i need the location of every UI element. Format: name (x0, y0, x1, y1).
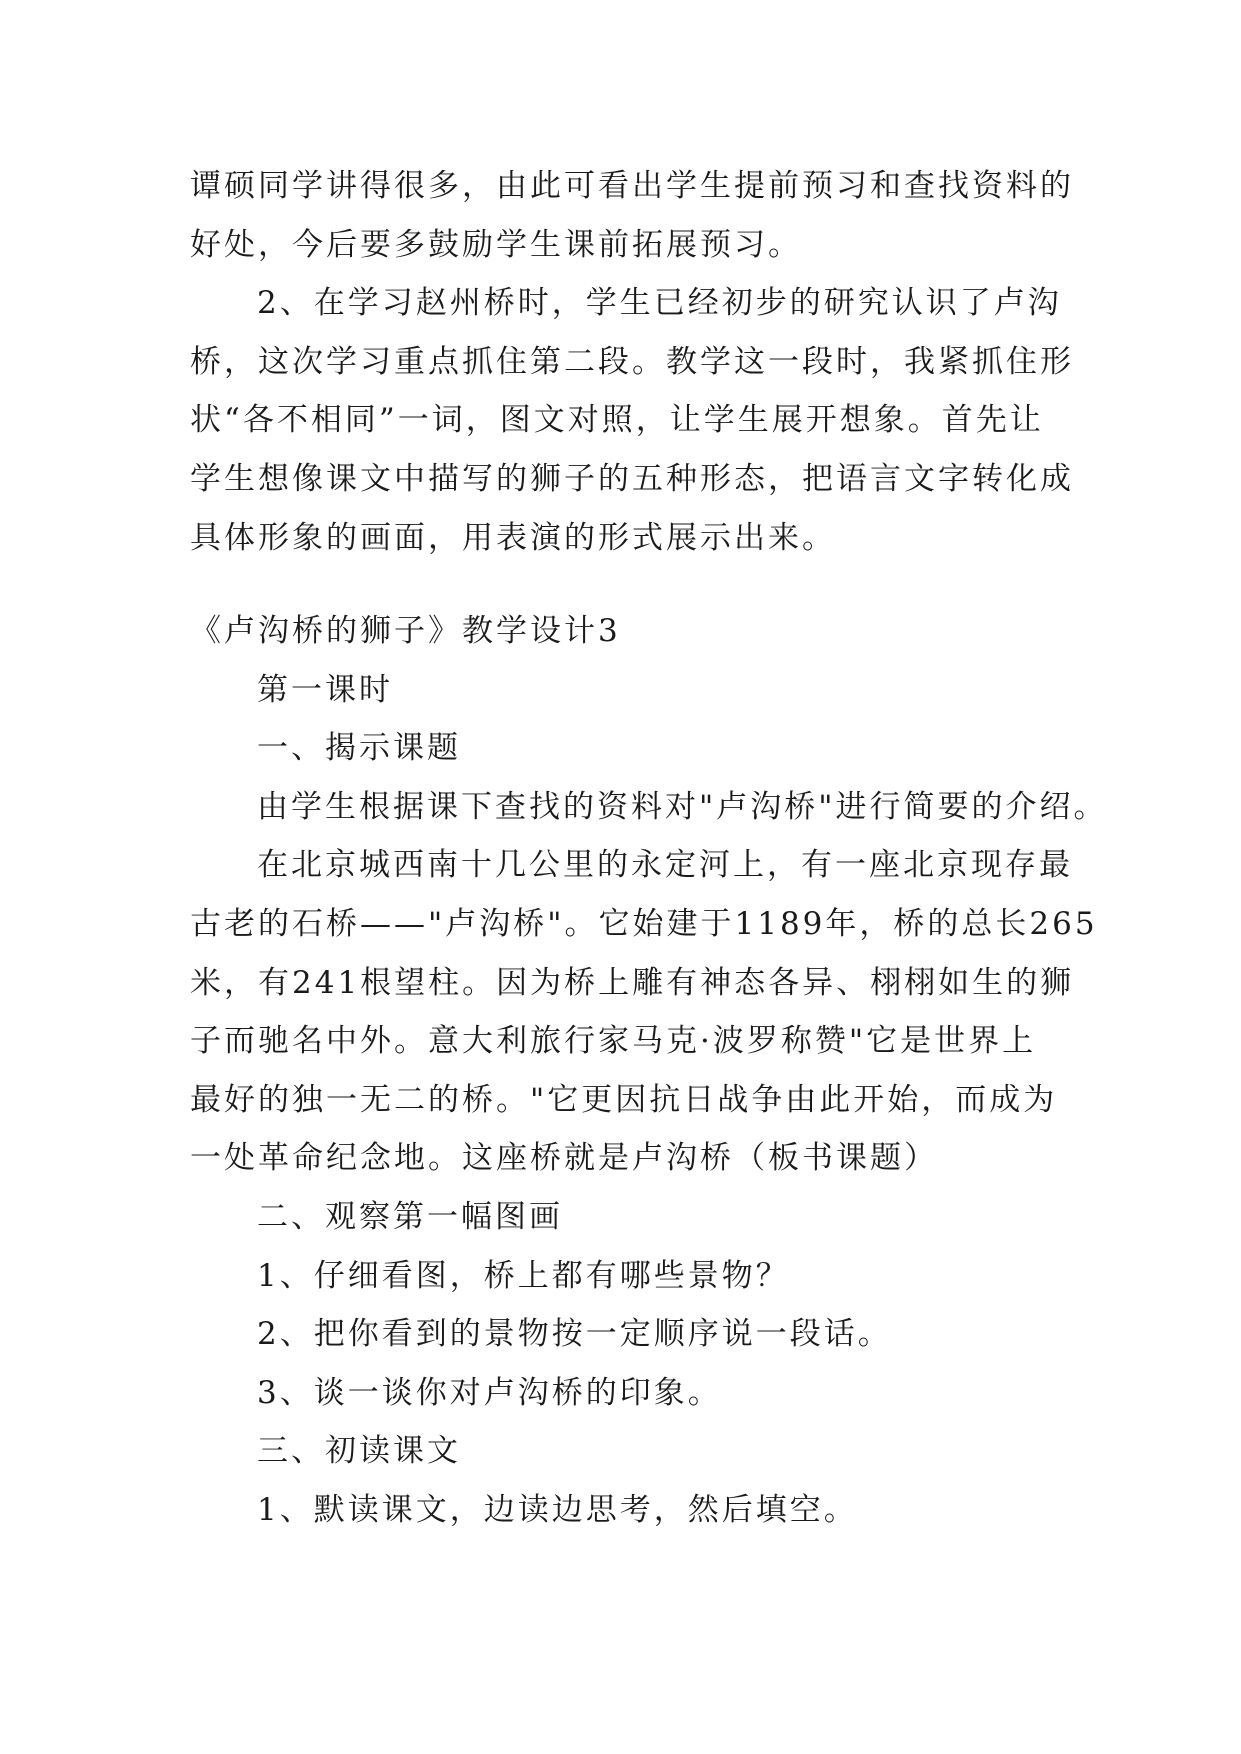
section-heading: 二、观察第一幅图画 (257, 1198, 563, 1235)
paragraph-line: 桥，这次学习重点抓住第二段。教学这一段时，我紧抓住形 (190, 343, 1074, 380)
paragraph-line: 在北京城西南十几公里的永定河上，有一座北京现存最 (257, 847, 1073, 884)
paragraph-line: 谭硕同学讲得很多，由此可看出学生提前预习和查找资料的 (190, 168, 1074, 204)
paragraph-line: 最好的独一无二的桥。"它更因抗日战争由此开始，而成为 (190, 1081, 1058, 1118)
list-item: 2、把你看到的景物按一定顺序说一段话。 (257, 1316, 892, 1353)
paragraph-line: 好处，今后要多鼓励学生课前拓展预习。 (190, 226, 802, 263)
list-item: 3、谈一谈你对卢沟桥的印象。 (257, 1374, 722, 1411)
section-heading: 三、初读课文 (257, 1433, 461, 1470)
list-item: 1、仔细看图，桥上都有哪些景物？ (257, 1257, 790, 1294)
paragraph-line: 米，有241根望柱。因为桥上雕有神态各异、栩栩如生的狮 (190, 964, 1075, 1001)
paragraph-line: 古老的石桥——"卢沟桥"。它始建于1189年，桥的总长265 (190, 905, 1098, 942)
list-item: 1、默读课文，边读边思考，然后填空。 (257, 1491, 858, 1528)
paragraph-line: 子而驰名中外。意大利旅行家马克·波罗称赞"它是世界上 (190, 1023, 1037, 1060)
paragraph-line: 状“各不相同”一词，图文对照，让学生展开想象。首先让 (190, 402, 1044, 439)
paragraph-line: 2、在学习赵州桥时，学生已经初步的研究认识了卢沟 (257, 285, 1062, 322)
paragraph-line: 一处革命纪念地。这座桥就是卢沟桥（板书课题） (190, 1140, 938, 1177)
lesson-heading: 第一课时 (257, 671, 393, 708)
paragraph-line: 由学生根据课下查找的资料对"卢沟桥"进行简要的介绍。 (257, 788, 1108, 825)
section-heading: 一、揭示课题 (257, 730, 461, 767)
paragraph-line: 具体形象的画面，用表演的形式展示出来。 (190, 519, 836, 556)
section-title: 《卢沟桥的狮子》教学设计3 (190, 613, 621, 649)
paragraph-line: 学生想像课文中描写的狮子的五种形态，把语言文字转化成 (190, 460, 1074, 497)
top-section (190, 157, 1074, 567)
bottom-section (190, 602, 1108, 1540)
